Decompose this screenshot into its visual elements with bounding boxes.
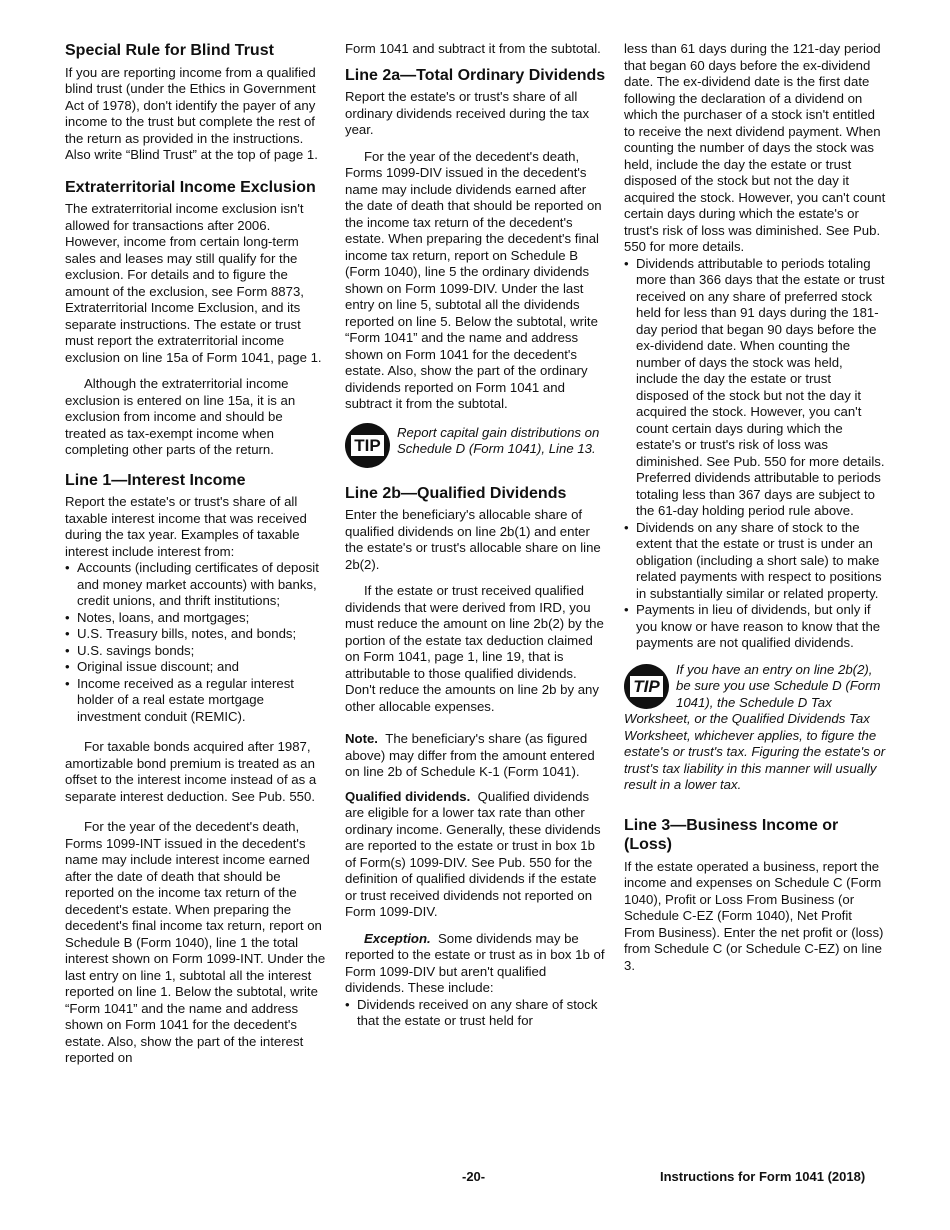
note-text: The beneficiary's share (as figured above) may differ from the amount entered on line 2b of Schedule K-1 (Form 1041).	[345, 731, 595, 779]
list-item: • Payments in lieu of dividends, but only if you know or have reason to know that the payments are not qualified dividends.	[624, 602, 886, 652]
list-item: • Dividends attributable to periods totaling more than 366 days that the estate or trust received on any share of preferred stock held for less than 91 days during the 181-day period that began 90 days before the ex-dividend date. When counting the number of days the stock was held, include the day the estate or trust disposed of the stock but not the day it acquired the stock. However, you can't count certain days during which the estate's or trust's risk of loss was diminished. See Pub. 550 for more details. Preferred dividends attributable to periods totaling less than 367 days are subject to the 61-day holding period rule above.	[624, 256, 886, 520]
list-item: • Dividends received on any share of stock that the estate or trust held for	[345, 997, 607, 1030]
list-item: • Original issue discount; and	[65, 659, 327, 676]
qd-text: Qualified dividends are eligible for a lower tax rate than other ordinary income. Generally, these dividends are reported to the estate or trust in box 1b of Form(s) 1099-DIV. See Pub. 550 for the definition of qualified dividends if the estate or trust received dividends not reported on Form 1099-DIV.	[345, 788, 601, 919]
exception-text: Some dividends may be reported to the estate or trust as in box 1b of Form 1099-DIV but aren't qualified dividends. These include:	[345, 930, 605, 995]
paragraph: The extraterritorial income exclusion isn't allowed for transactions after 2006. However, income from certain long-term sales and leases may still qualify for the exclusion. For details and to figure the amount of the exclusion, see Form 8873, Extraterritorial Income Exclusion, and its separate instructions. The estate or trust must report the extraterritorial income exclusion on line 15a of Form 1041, page 1.	[65, 201, 322, 365]
paragraph: Form 1041 and subtract it from the subtotal.	[345, 41, 601, 56]
column-1	[65, 41, 327, 1075]
note-lead: Note.	[345, 731, 378, 746]
paragraph: If you are reporting income from a qualified blind trust (under the Ethics in Government Act of 1978), don't identify the payer of any income to the trust but complete the rest of the return as provided in the instructions. Also write “Blind Trust” at the top of page 1.	[65, 64, 318, 162]
exception-paragraph	[345, 931, 607, 997]
page-number: -20-	[462, 1169, 486, 1184]
tip-text: If you have an entry on line 2b(2), be sure you use Schedule D (Form 1041), the Schedule D Tax Worksheet, or the Qualified Dividends Tax Worksheet, whichever applies, to figure the estate's or trust's tax. Figuring the estate's or trust's tax liability in this manner will usually result in a lower tax.	[624, 661, 886, 792]
heading-line-3: Line 3—Business Income or (Loss)	[624, 816, 839, 853]
heading-line-2b: Line 2b—Qualified Dividends	[345, 484, 567, 502]
tip-icon: TIP	[345, 423, 390, 468]
qualified-dividends-paragraph	[345, 789, 607, 921]
list-item: • Income received as a regular interest holder of a real estate mortgage investment conduit (REMIC).	[65, 676, 327, 726]
note-paragraph	[345, 731, 607, 781]
tip-icon: TIP	[624, 664, 669, 709]
list-item: • U.S. Treasury bills, notes, and bonds;	[65, 626, 327, 643]
heading-line-2a: Line 2a—Total Ordinary Dividends	[345, 66, 606, 84]
list-item: • U.S. savings bonds;	[65, 643, 327, 660]
paragraph: Report the estate's or trust's share of all taxable interest income that was received during the tax year. Examples of taxable interest include interest from:	[65, 494, 307, 559]
list-item: • Dividends on any share of stock to the extent that the estate or trust is under an obligation (including a short sale) to make related payments with respect to positions in substantially similar or related property.	[624, 520, 886, 603]
column-2	[345, 41, 607, 1030]
exception-lead: Exception.	[364, 930, 431, 946]
heading-blind-trust: Special Rule for Blind Trust	[65, 42, 274, 59]
paragraph: less than 61 days during the 121-day period that began 60 days before the ex-dividend date. The ex-dividend date is the first date following the declaration of a dividend on which the purchaser of a stock isn't entitled to receive the next dividend payment. When counting the number of days the stock was held, include the day the estate or trust disposed of the stock but not the day it acquired the stock. However, you can't count certain days during which the estate's or trust's risk of loss was diminished. See Pub. 550 for more details.	[624, 41, 886, 254]
paragraph: For taxable bonds acquired after 1987, amortizable bond premium is treated as an offset to the interest income instead of as a separate interest deduction. See Pub. 550.	[65, 739, 317, 804]
heading-line-1: Line 1—Interest Income	[65, 471, 246, 489]
tip-text: Report capital gain distributions on Schedule D (Form 1041), Line 13.	[397, 424, 600, 456]
tip-callout	[345, 425, 607, 468]
document-title: Instructions for Form 1041 (2018)	[660, 1169, 866, 1184]
paragraph: Although the extraterritorial income exclusion is entered on line 15a, it is an exclusion from income and should be treated as tax-exempt income when completing other parts of the return.	[65, 376, 296, 457]
paragraph: Report the estate's or trust's share of all ordinary dividends received during the tax year.	[345, 89, 590, 137]
qd-lead: Qualified dividends.	[345, 788, 471, 804]
paragraph: Enter the beneficiary's allocable share of qualified dividends on line 2b(1) and enter the estate's or trust's allocable share on line 2b(2).	[345, 507, 601, 572]
list-item: • Notes, loans, and mortgages;	[65, 610, 327, 627]
tip-callout	[624, 662, 886, 794]
column-3	[624, 41, 886, 982]
list-item: • Accounts (including certificates of deposit and money market accounts) with banks, credit unions, and thrift institutions;	[65, 560, 327, 610]
paragraph: If the estate operated a business, report the income and expenses on Schedule C (Form 1040), Profit or Loss From Business (or Schedule C-EZ (Form 1040), Net Profit From Business). Enter the net profit or (loss) from Schedule C (or Schedule C-EZ) on line 3.	[624, 858, 884, 973]
paragraph: For the year of the decedent's death, Forms 1099-INT issued in the decedent's name may include interest income earned after the date of death that should be reported on the income tax return of the decedent's estate. When preparing the decedent's final income tax return, report on Schedule B (Form 1040), line 1 the total interest shown on Form 1099-INT. Under the last entry on line 1, subtotal all the interest reported on line 1. Below the subtotal, write “Form 1041” and the name and address shown on Form 1041 for the decedent's estate. Also, show the part of the interest reported on	[65, 819, 326, 1065]
paragraph: For the year of the decedent's death, Forms 1099-DIV issued in the decedent's name may include dividends earned after the date of death that should be reported on the income tax return of the decedent's estate. When preparing the decedent's final income tax return, report on Schedule B (Form 1040), line 5 the ordinary dividends shown on Form 1099-DIV. Under the last entry on line 5, subtotal all the dividends reported on line 5. Below the subtotal, write “Form 1041” and the name and address shown on Form 1041 for the decedent's estate. Also, show the part of the ordinary dividends reported on Form 1041 and subtract it from the subtotal.	[345, 148, 602, 411]
heading-extraterritorial: Extraterritorial Income Exclusion	[65, 178, 316, 196]
paragraph: If the estate or trust received qualified dividends that were derived from IRD, you must reduce the amount on line 2b(2) by the portion of the estate tax deduction claimed on Form 1041, page 1, line 19, that is attributable to those qualified dividends. Don't reduce the amounts on line 2b by any other allocable expenses.	[345, 583, 604, 714]
